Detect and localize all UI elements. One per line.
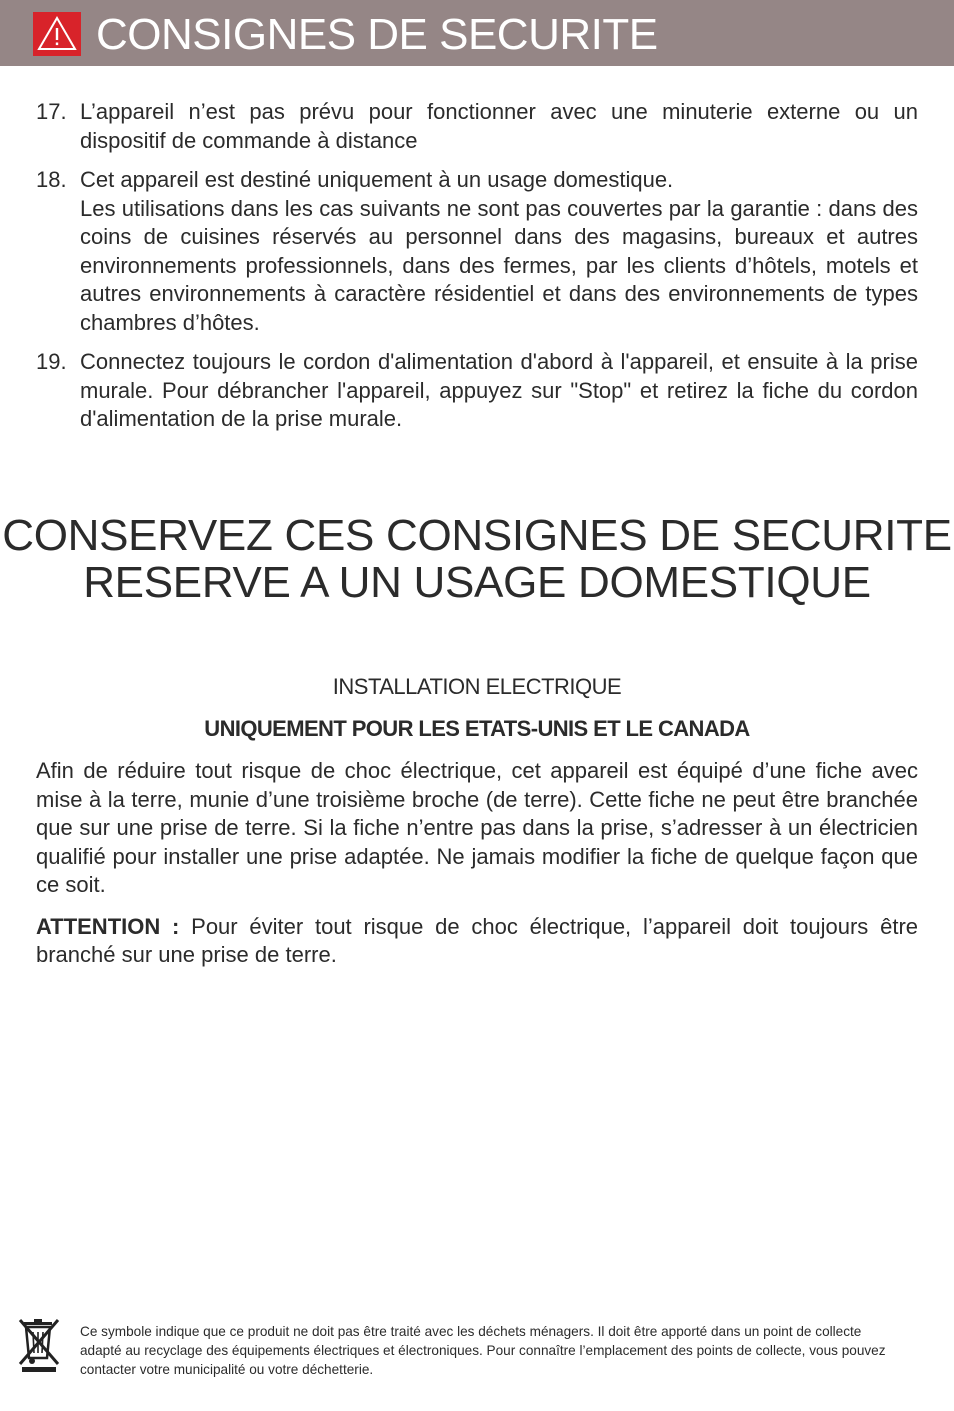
- attention-label: ATTENTION :: [36, 913, 180, 939]
- item-text: Les utilisations dans les cas suivants ne sont pas couvertes par la garantie : dans des coins de cuisines réservés au personnel dans des magasins, bureaux et autres environnements professionnels, dans des fermes, par les clients d’hôtels, motels et autres environnements à caractère résidentiel et dans des environnements de types chambres d’hôtes.: [80, 195, 918, 335]
- warning-triangle-icon: [33, 12, 81, 56]
- electrical-paragraph: Afin de réduire tout risque de choc électrique, cet appareil est équipé d’une fiche avec mise à la terre, munie d’une troisième broche (de terre). Cette fiche ne peut être branchée que sur une prise de terre. Si la fiche n’entre pas dans la prise, s’adresser à un électricien qualifié pour installer une prise adaptée. Ne jamais modifier la fiche de quelque façon que ce soit.: [36, 758, 918, 897]
- header-bar: [0, 0, 954, 66]
- attention-paragraph: [36, 913, 918, 970]
- list-item: [36, 166, 918, 337]
- section-heading: INSTALLATION ELECTRIQUE: [332, 674, 622, 699]
- list-item: [36, 98, 918, 155]
- item-text: L’appareil n’est pas prévu pour fonctionner avec une minuterie externe ou un dispositif de commande à distance: [80, 99, 918, 153]
- recycling-notice: Ce symbole indique que ce produit ne doit pas être traité avec les déchets ménagers. Il doit être apporté dans un point de collecte adapté au recyclage des équipements électriques et électroniques. Pour connaître l’emplacement des points de collecte, vous pouvez contacter votre municipalité ou votre déchetterie.: [80, 1324, 886, 1377]
- keep-instructions-notice: [0, 512, 954, 606]
- list-item: [36, 348, 918, 434]
- attention-text: Pour éviter tout risque de choc électrique, l’appareil doit toujours être branché sur une prise de terre.: [36, 913, 918, 967]
- item-number: 18.: [36, 167, 67, 192]
- section-subheading: UNIQUEMENT POUR LES ETATS-UNIS ET LE CANADA: [204, 716, 750, 741]
- page-title: CONSIGNES DE SECURITE: [96, 10, 658, 59]
- notice-line: RESERVE A UN USAGE DOMESTIQUE: [83, 558, 871, 607]
- electrical-section: [36, 757, 918, 983]
- item-number: 17.: [36, 99, 67, 124]
- item-text: Cet appareil est destiné uniquement à un usage domestique.: [80, 167, 674, 192]
- item-number: 19.: [36, 349, 67, 374]
- safety-instructions-list: [36, 98, 918, 445]
- notice-line: CONSERVEZ CES CONSIGNES DE SECURITE: [2, 511, 952, 560]
- crossed-out-wheelie-bin-icon: [16, 1316, 66, 1372]
- item-text: Connectez toujours le cordon d'alimentation d'abord à l'appareil, et ensuite à la prise murale. Pour débrancher l'appareil, appuyez sur "Stop" et retirez la fiche du cordon d'alimentation de la prise murale.: [80, 349, 918, 431]
